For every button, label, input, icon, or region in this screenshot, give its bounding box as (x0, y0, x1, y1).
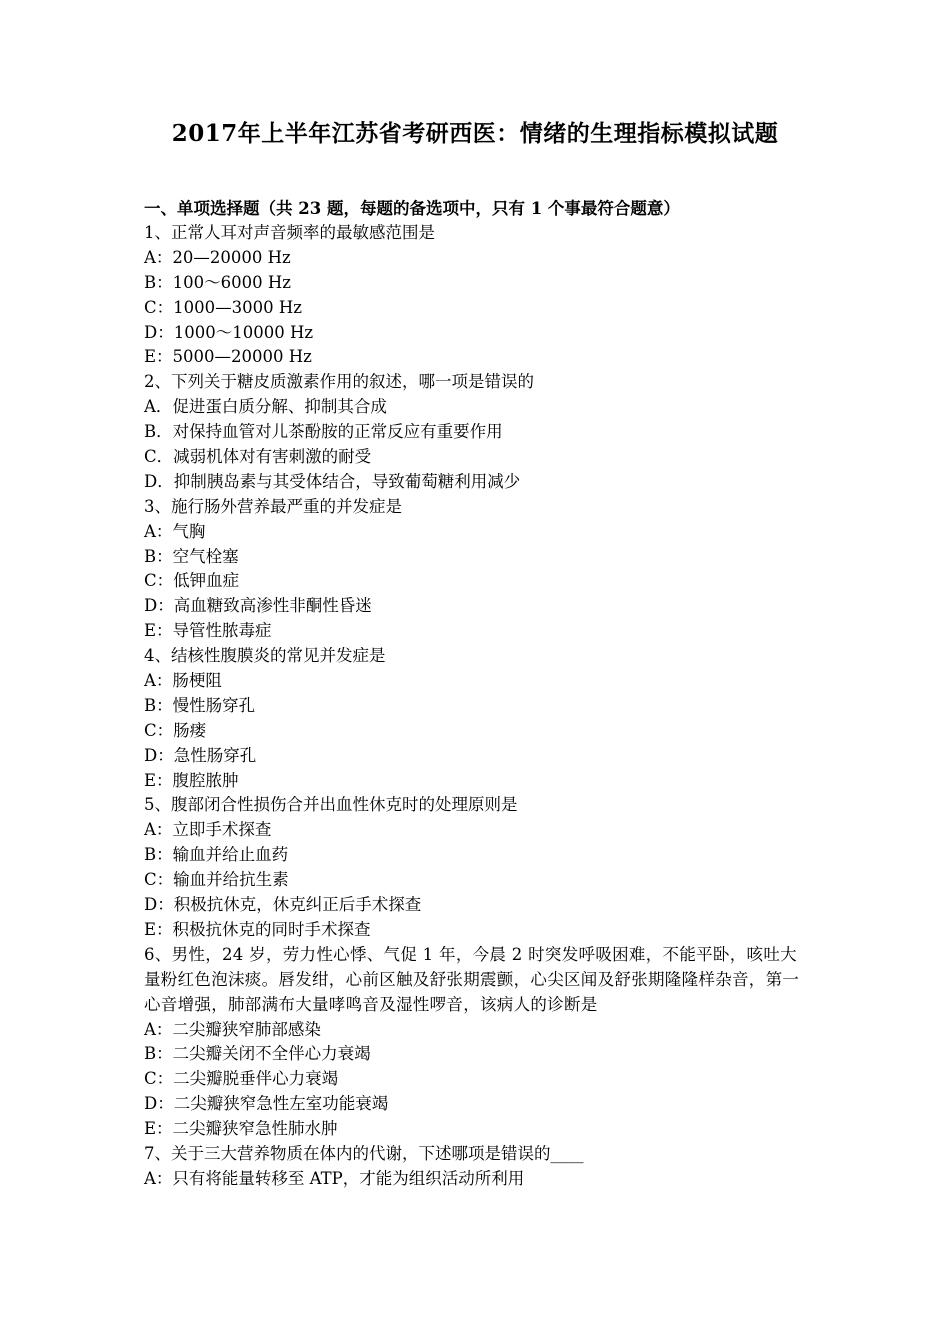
option-d: D．抑制胰岛素与其受体结合，导致葡萄糖利用减少 (144, 471, 521, 491)
option-b: B：输血并给止血药 (144, 845, 289, 865)
option-c: C：输血并给抗生素 (144, 870, 289, 890)
option-c: C：低钾血症 (144, 571, 240, 591)
question-stem: 1、正常人耳对声音频率的最敏感范围是 (144, 223, 435, 242)
question-stem: 5、腹部闭合性损伤合并出血性休克时的处理原则是 (144, 795, 518, 815)
option-e: E：二尖瓣狭窄急性肺水肿 (144, 1119, 338, 1139)
option-a: A：气胸 (144, 521, 206, 541)
option-a: A：只有将能量转移至 ATP，才能为组织活动所利用 (144, 1168, 525, 1188)
question-5 (144, 793, 808, 942)
option-d: D：高血糖致高渗性非酮性昏迷 (144, 596, 372, 616)
question-stem: 6、男性，24 岁，劳力性心悸、气促 1 年，今晨 2 时突发呼吸困难，不能平卧，咳吐大量粉红色泡沫痰。唇发绀，心前区触及舒张期震颤，心尖区闻及舒张期隆隆样杂音，第一心音增强，肺部满布大量哮鸣音及湿性啰音，该病人的诊断是 (144, 944, 800, 1014)
question-stem: 4、结核性腹膜炎的常见并发症是 (144, 646, 386, 666)
option-d: D：1000～10000 Hz (144, 322, 314, 342)
document-body (144, 196, 808, 1192)
question-stem: 7、关于三大营养物质在体内的代谢，下述哪项是错误的____ (144, 1144, 584, 1163)
option-a: A：立即手术探查 (144, 820, 272, 840)
question-4 (144, 644, 808, 793)
option-b: B：100～6000 Hz (144, 272, 291, 292)
option-e: E：积极抗休克的同时手术探查 (144, 919, 371, 939)
option-d: D：二尖瓣狭窄急性左室功能衰竭 (144, 1094, 389, 1114)
option-e: E：腹腔脓肿 (144, 770, 239, 790)
option-b: B：空气栓塞 (144, 546, 239, 566)
question-7 (144, 1142, 808, 1192)
question-stem: 3、施行肠外营养最严重的并发症是 (144, 496, 402, 516)
option-b: B：二尖瓣关闭不全伴心力衰竭 (144, 1044, 371, 1064)
option-d: D：急性肠穿孔 (144, 745, 257, 765)
option-a: A：20—20000 Hz (144, 247, 291, 267)
question-stem: 2、下列关于糖皮质激素作用的叙述，哪一项是错误的 (144, 372, 534, 392)
option-a: A：二尖瓣狭窄肺部感染 (144, 1019, 321, 1039)
question-3 (144, 495, 808, 644)
option-c: C：二尖瓣脱垂伴心力衰竭 (144, 1069, 339, 1089)
option-e: E：导管性脓毒症 (144, 621, 272, 641)
document-title: 2017年上半年江苏省考研西医：情绪的生理指标模拟试题 (171, 120, 779, 147)
option-a: A：肠梗阻 (144, 671, 222, 691)
option-e: E：5000—20000 Hz (144, 347, 312, 367)
option-c: C．减弱机体对有害刺激的耐受 (144, 447, 372, 467)
question-1 (144, 221, 808, 370)
question-2 (144, 370, 808, 494)
option-a: A．促进蛋白质分解、抑制其合成 (144, 397, 387, 417)
option-c: C：肠瘘 (144, 720, 207, 740)
option-c: C：1000—3000 Hz (144, 297, 302, 317)
section-heading: 一、单项选择题（共 23 题，每题的备选项中，只有 1 个事最符合题意） (144, 199, 680, 218)
option-b: B：慢性肠穿孔 (144, 695, 256, 715)
option-b: B．对保持血管对儿茶酚胺的正常反应有重要作用 (144, 422, 503, 442)
option-d: D：积极抗休克，休克纠正后手术探查 (144, 895, 422, 915)
question-6 (144, 943, 808, 1142)
